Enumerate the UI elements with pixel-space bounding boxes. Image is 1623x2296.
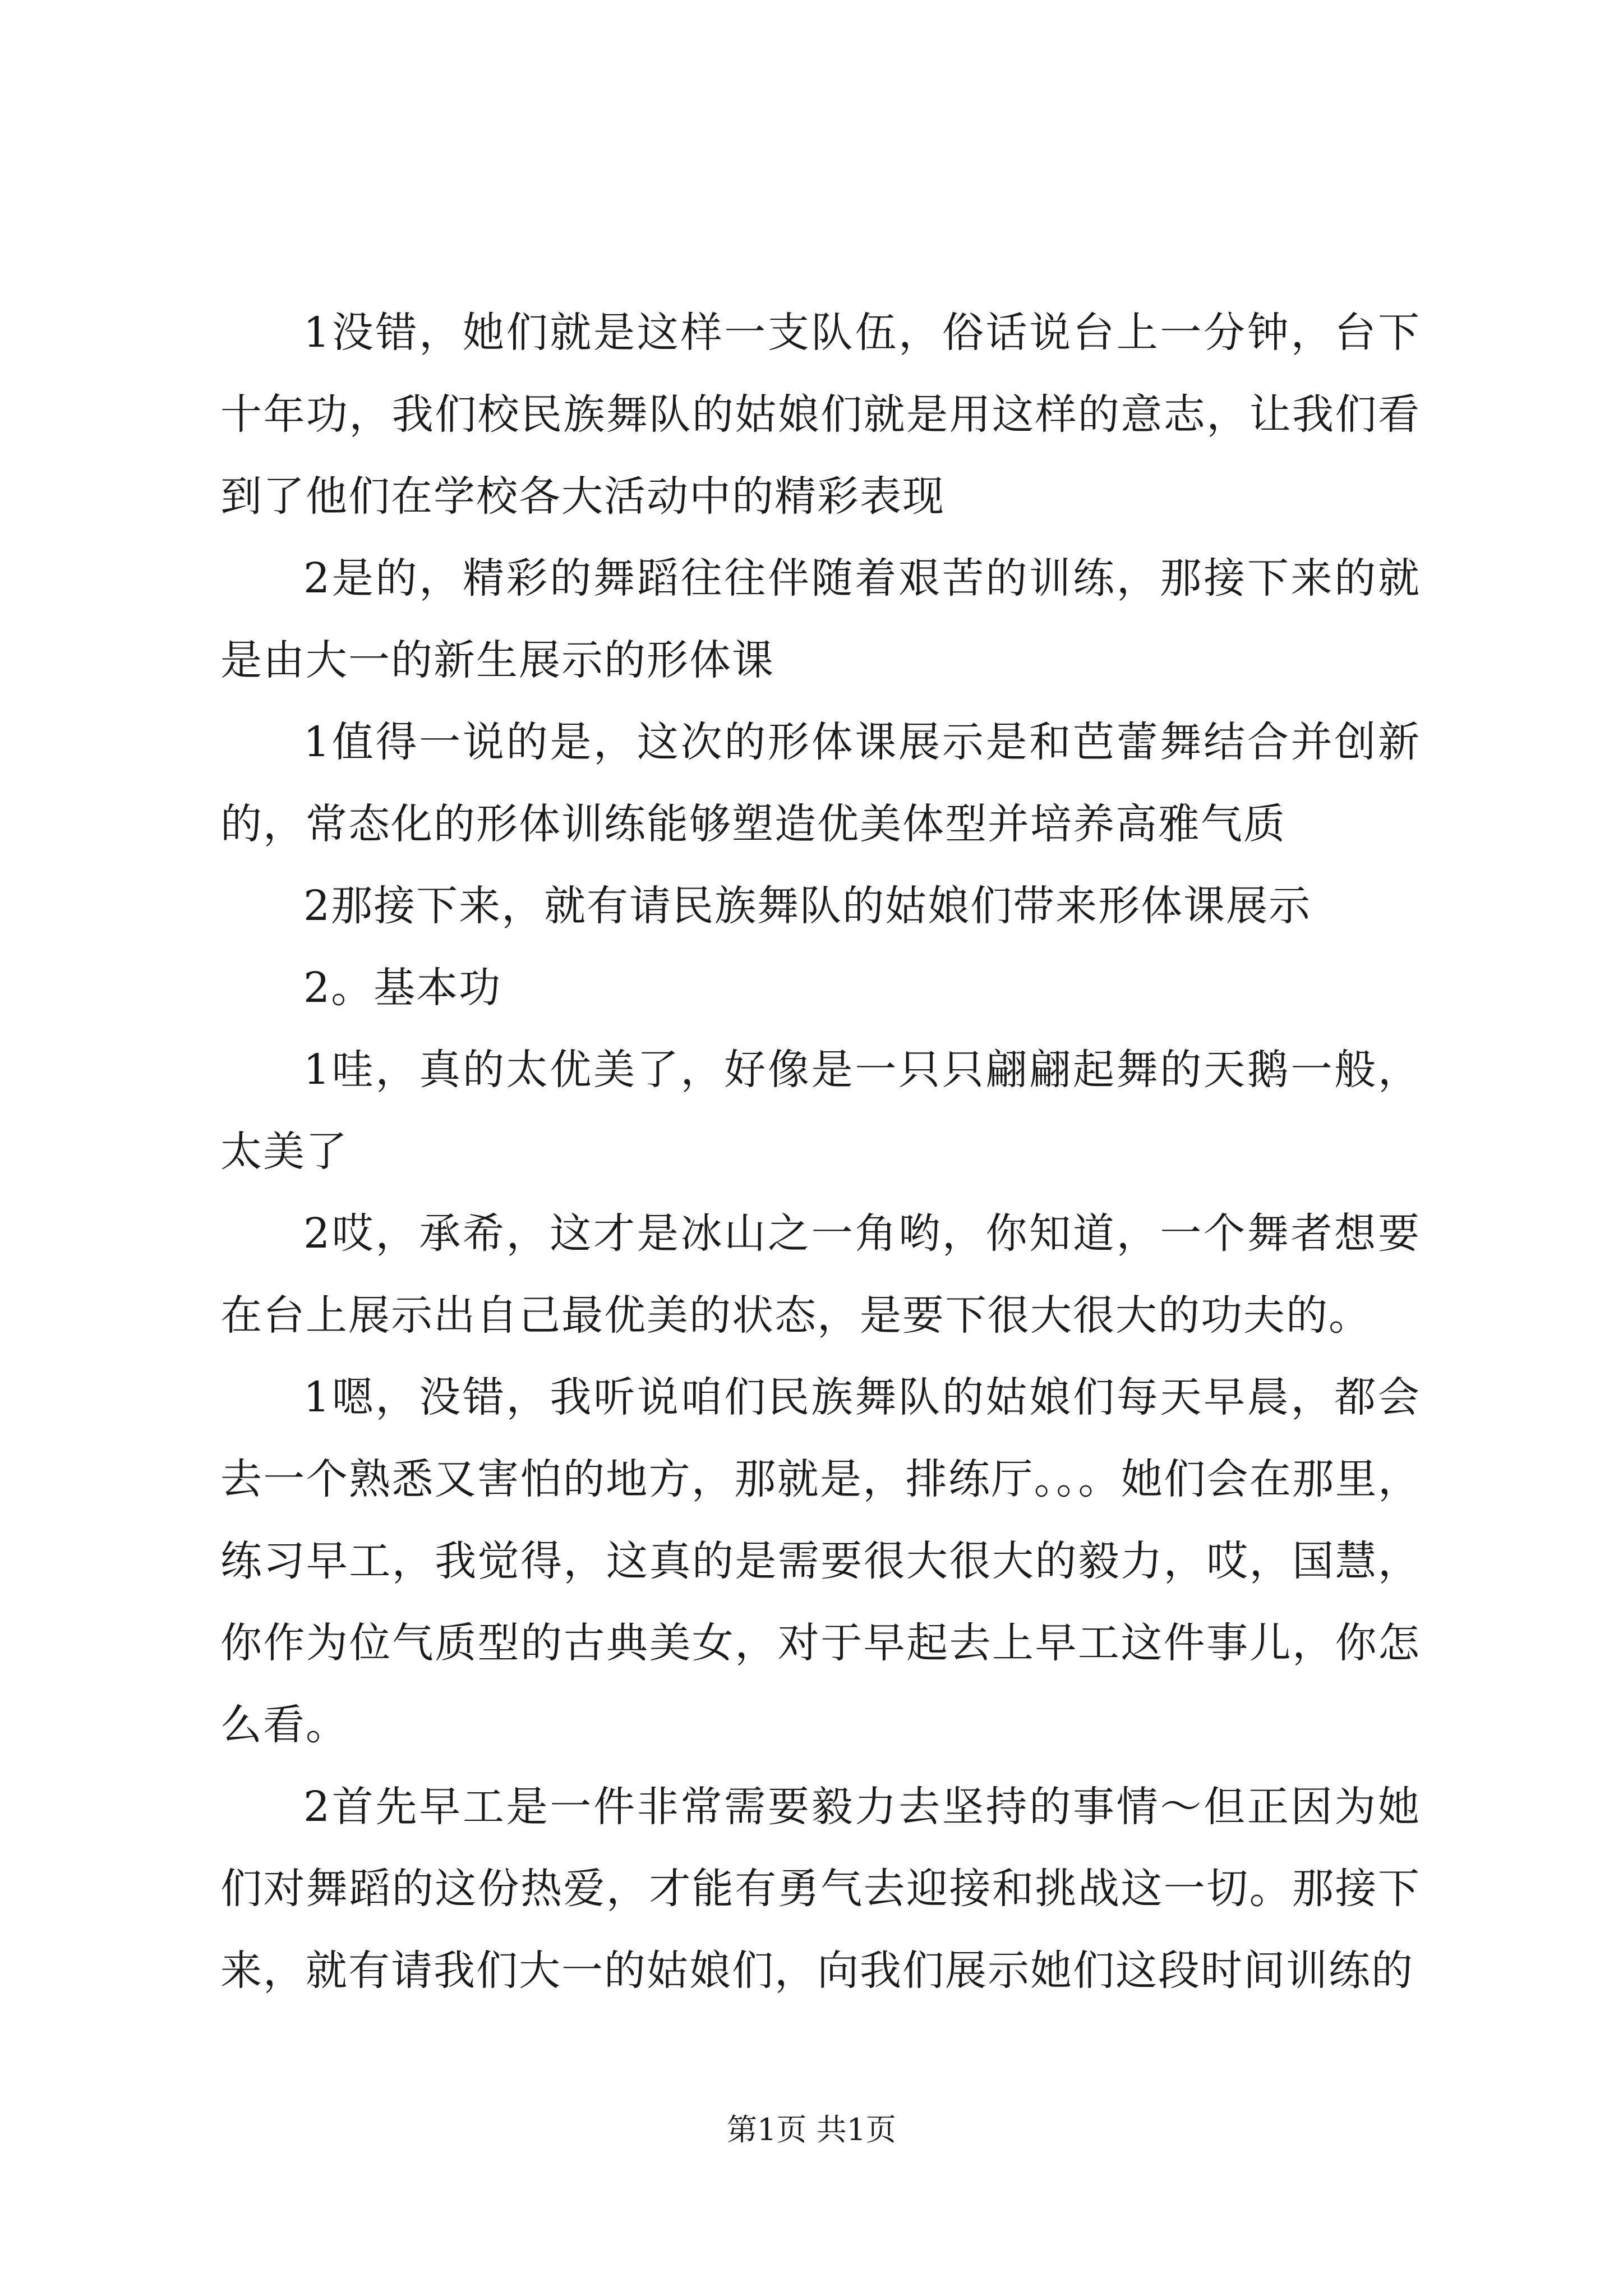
paragraph: 1哇，真的太优美了，好像是一只只翩翩起舞的天鹅一般，太美了	[220, 1046, 1421, 1176]
paragraph: 2首先早工是一件非常需要毅力去坚持的事情～但正因为她们对舞蹈的这份热爱，才能有勇气去迎接和挑战这一切。那接下来，就有请我们大一的姑娘们，向我们展示她们这段时间训练的	[220, 1783, 1421, 1995]
paragraph: 1嗯，没错，我听说咱们民族舞队的姑娘们每天早晨，都会去一个熟悉又害怕的地方，那就是，排练厅。。。她们会在那里，练习早工，我觉得，这真的是需要很大很大的毅力，哎，国慧，你作为位气质型的古典美女，对于早起去上早工这件事儿，你怎么看。	[220, 1373, 1421, 1749]
paragraph: 2那接下来，就有请民族舞队的姑娘们带来形体课展示	[303, 882, 1312, 930]
paragraph: 2哎，承希，这才是冰山之一角哟，你知道，一个舞者想要在台上展示出自己最优美的状态，是要下很大很大的功夫的。	[220, 1209, 1421, 1340]
document-body	[220, 292, 1421, 2012]
paragraph: 1没错，她们就是这样一支队伍，俗话说台上一分钟，台下十年功，我们校民族舞队的姑娘们就是用这样的意志，让我们看到了他们在学校各大活动中的精彩表现	[220, 309, 1421, 521]
paragraph: 1值得一说的是，这次的形体课展示是和芭蕾舞结合并创新的，常态化的形体训练能够塑造优美体型并培养高雅气质	[220, 718, 1421, 848]
page-footer: 第1页 共1页	[727, 2112, 896, 2147]
paragraph: 2。基本功	[303, 964, 502, 1012]
paragraph: 2是的，精彩的舞蹈往往伴随着艰苦的训练，那接下来的就是由大一的新生展示的形体课	[220, 554, 1421, 684]
